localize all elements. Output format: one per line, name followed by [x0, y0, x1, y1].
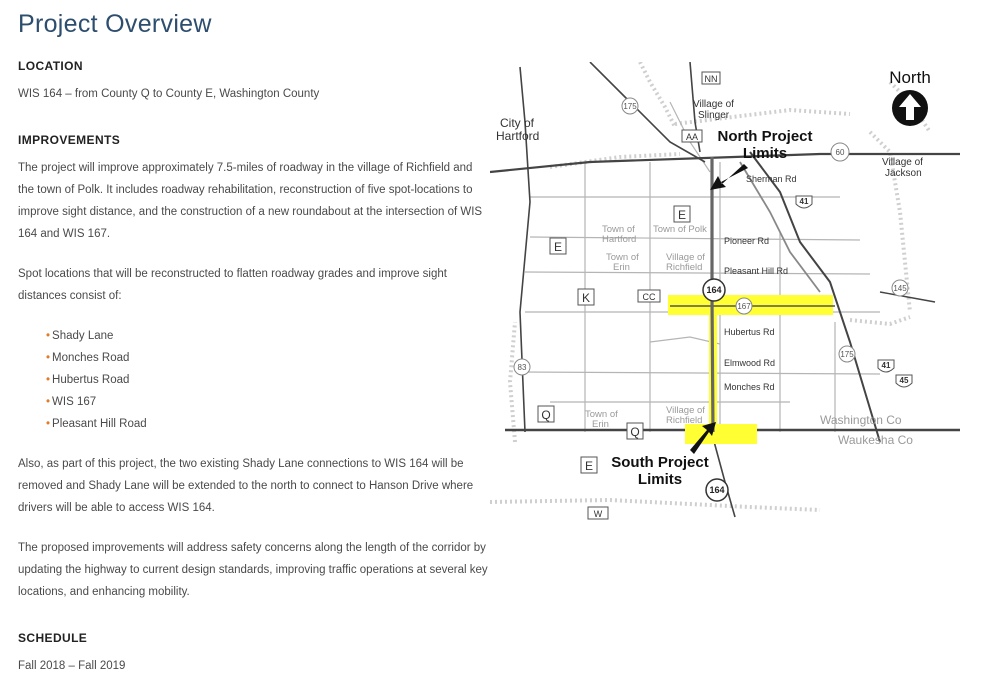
route-145: 145 [893, 284, 907, 293]
route-167: 167 [737, 302, 751, 311]
project-map [490, 62, 970, 532]
schedule-heading: SCHEDULE [18, 631, 88, 645]
list-item: • Hubertus Road [46, 374, 130, 386]
village-slinger-label-2: Slinger [698, 110, 730, 121]
svg-text:Limits: Limits [637, 471, 683, 488]
sherman-rd-label: Sherman Rd [746, 174, 797, 184]
town-erin-label: Town of [606, 252, 639, 263]
shield-nn: NN [704, 74, 718, 84]
shield-w: W [593, 509, 603, 519]
elmwood-rd-label: Elmwood Rd [724, 358, 776, 368]
pioneer-rd-label: Pioneer Rd [724, 236, 770, 246]
town-hartford-label: Town of [602, 224, 635, 235]
village-slinger-label: Village of [693, 99, 734, 110]
route-45: 45 [899, 376, 909, 385]
village-jackson-label-2: Jackson [885, 168, 922, 179]
svg-text:Limits: Limits [742, 145, 788, 162]
waukesha-co-label: Waukesha Co [838, 433, 913, 447]
pleasant-hill-rd-label: Pleasant Hill Rd [724, 266, 789, 276]
shield-aa: AA [685, 132, 699, 142]
town-erin-south-label-2: Erin [592, 419, 609, 430]
improvements-heading: IMPROVEMENTS [18, 133, 121, 147]
spot-locations-list [46, 325, 147, 435]
list-item: • Shady Lane [46, 330, 114, 342]
route-41-a: 41 [799, 197, 809, 206]
list-item: • Pleasant Hill Road [46, 418, 147, 430]
village-richfield-label-2: Richfield [666, 262, 703, 273]
svg-text:North Project: North Project [717, 128, 813, 145]
route-175-a: 175 [623, 102, 637, 111]
schedule-text: Fall 2018 – Fall 2019 [18, 660, 126, 672]
town-polk-label: Town of Polk [653, 224, 707, 235]
village-jackson-label: Village of [882, 157, 923, 168]
improvements-paragraph-2: Spot locations that will be reconstructed to flatten roadway grades and improve sight distances consist of: [18, 268, 447, 302]
page-title: Project Overview [18, 10, 212, 38]
location-text: WIS 164 – from County Q to County E, Washington County [18, 88, 320, 100]
location-heading: LOCATION [18, 59, 83, 73]
list-item: • WIS 167 [46, 396, 97, 408]
washington-co-label: Washington Co [820, 413, 902, 427]
shield-e-3: E [584, 459, 594, 473]
shield-e-2: E [553, 240, 563, 254]
improvements-paragraph-4: The proposed improvements will address safety concerns along the length of the corridor by updating the highway to current design standards, improving traffic operations at several key locations, and enhancing mobility. [18, 542, 488, 598]
pointer-arrow-icon [710, 164, 748, 190]
improvements-paragraph-3: Also, as part of this project, the two existing Shady Lane connections to WIS 164 will be removed and Shady Lane will be extended to the north to connect to Hanson Drive where drivers will be able to access WIS 164. [18, 458, 474, 514]
route-164-a: 164 [706, 285, 722, 295]
city-hartford-label-2: Hartford [496, 129, 540, 143]
shield-cc: CC [642, 292, 656, 302]
town-erin-south-label: Town of [585, 409, 618, 420]
svg-text:South Project: South Project [611, 454, 709, 471]
north-label: North [889, 68, 931, 87]
hubertus-rd-label: Hubertus Rd [724, 327, 775, 337]
route-83: 83 [517, 363, 527, 372]
improvements-paragraph-1: The project will improve approximately 7.5-miles of roadway in the village of Richfield and the town of Polk. It includes roadway rehabilitation, reconstruction of five spot-locations to improve sight distance, and the construction of a new roundabout at the intersection of WIS 164 and WIS 167. [18, 162, 483, 240]
shield-e-1: E [677, 208, 687, 222]
shield-q-1: Q [541, 408, 551, 422]
route-175-b: 175 [840, 350, 854, 359]
route-41-b: 41 [881, 361, 891, 370]
route-164-b: 164 [709, 485, 725, 495]
list-item: • Monches Road [46, 352, 130, 364]
route-60: 60 [835, 148, 845, 157]
village-richfield-south-label: Village of [666, 405, 705, 416]
monches-rd-label: Monches Rd [724, 382, 775, 392]
north-arrow [889, 68, 931, 126]
village-richfield-south-label-2: Richfield [666, 415, 703, 426]
village-richfield-label: Village of [666, 252, 705, 263]
city-hartford-label: City of [500, 116, 535, 130]
shield-q-2: Q [630, 425, 640, 439]
town-erin-label-2: Erin [613, 262, 630, 273]
shield-k: K [581, 291, 591, 305]
town-hartford-label-2: Hartford [602, 234, 637, 245]
